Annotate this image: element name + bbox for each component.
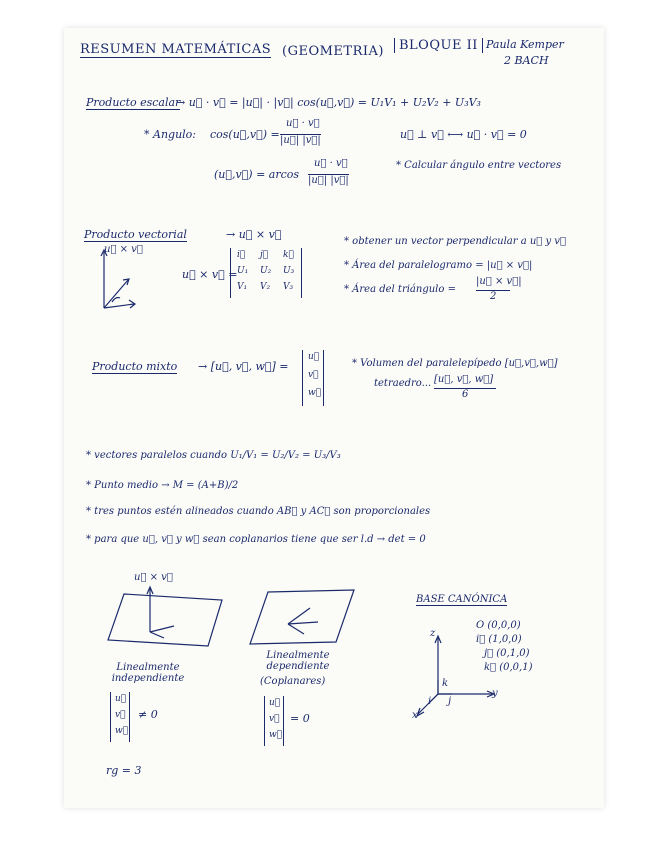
det-cell: V₃: [283, 282, 294, 292]
triangle-numerator: |u⃗ × v⃗|: [476, 276, 522, 287]
cross-product-diagram-label: u⃗ × v⃗: [104, 244, 143, 255]
dependent-subcaption: (Coplanares): [260, 676, 326, 687]
axis-z-label: z: [430, 628, 436, 639]
page-subtitle: (GEOMETRIA): [282, 44, 384, 59]
vectorial-note-area-par: * Área del paralelogramo = |u⃗ × v⃗|: [344, 260, 533, 271]
base-title: BASE CANÓNICA: [416, 594, 508, 605]
vectorial-determinant: [230, 248, 302, 298]
angle-denominator: |u⃗| |v⃗|: [280, 135, 321, 146]
cross-product-diagram: [98, 246, 158, 316]
independent-caption: Linealmente independiente: [111, 662, 185, 684]
axis-x-label: x: [412, 710, 418, 721]
volume-note: * Volumen del paralelepípedo [u⃗,v⃗,w⃗]: [352, 358, 558, 369]
base-item-j: j⃗ (0,1,0): [484, 648, 530, 659]
fact-midpoint: * Punto medio → M = (A+B)/2: [86, 480, 239, 491]
course-label: 2 BACH: [504, 54, 549, 67]
det-cell: u⃗: [115, 694, 127, 704]
dependent-determinant: [264, 696, 284, 746]
mixto-determinant: [302, 350, 324, 406]
dependent-relation: = 0: [290, 712, 310, 725]
dependent-plane-diagram: [248, 588, 358, 648]
tetra-label: tetraedro...: [374, 378, 432, 389]
angle-label: * Angulo:: [144, 128, 196, 141]
page-title: RESUMEN MATEMÁTICAS: [80, 42, 272, 57]
dependent-caption: Linealmente dependiente: [266, 650, 330, 672]
block-label: BLOQUE II: [394, 38, 483, 53]
fact-parallel: * vectores paralelos cuando U₁/V₁ = U₂/V₂ = U₃/V₃: [86, 450, 341, 461]
arccos-denominator: |u⃗| |v⃗|: [308, 175, 349, 186]
escalar-formula: → u⃗ · v⃗ = |u⃗| · |v⃗| cos(u⃗,v⃗) = U₁V₁ + U₂V₂ + U₃V₃: [176, 96, 481, 109]
det-cell: v⃗: [308, 370, 319, 380]
perpendicular-rule: u⃗ ⊥ v⃗ ⟷ u⃗ · v⃗ = 0: [400, 128, 527, 141]
det-cell: u⃗: [269, 698, 281, 708]
independent-plane-diagram: [102, 588, 232, 658]
canonical-axes-diagram: [416, 632, 496, 722]
base-item-origin: O (0,0,0): [476, 620, 521, 631]
escalar-heading: Producto escalar: [86, 96, 181, 109]
vector-k-label: k: [442, 678, 449, 689]
det-cell: u⃗: [308, 352, 320, 362]
axis-y-label: y: [492, 688, 498, 699]
tetra-numerator: [u⃗, v⃗, w⃗]: [434, 374, 494, 385]
det-cell: V₁: [237, 282, 248, 292]
fact-coplanar: * para que u⃗, v⃗ y w⃗ sean coplanarios tiene que ser l.d → det = 0: [86, 534, 426, 545]
independent-vector-label: u⃗ × v⃗: [134, 572, 173, 583]
angle-numerator: u⃗ · v⃗: [286, 118, 320, 129]
triangle-denominator: 2: [476, 290, 510, 302]
vector-j-label: j: [448, 696, 452, 707]
det-cell: U₁: [237, 266, 249, 276]
vector-i-label: i: [428, 696, 432, 707]
vectorial-lhs: u⃗ × v⃗ =: [182, 268, 238, 281]
notebook-page: [64, 28, 604, 808]
independent-determinant: [110, 692, 130, 742]
base-item-k: k⃗ (0,0,1): [484, 662, 533, 673]
tetra-denominator: 6: [434, 388, 496, 400]
det-cell: U₃: [283, 266, 295, 276]
det-cell: w⃗: [115, 726, 129, 736]
vectorial-heading: Producto vectorial: [84, 228, 187, 241]
author-name: Paula Kemper: [486, 38, 564, 51]
det-cell: v⃗: [269, 714, 280, 724]
rank-label: rg = 3: [106, 764, 142, 777]
vectorial-formula: → u⃗ × v⃗: [226, 228, 282, 241]
angle-note: * Calcular ángulo entre vectores: [396, 160, 562, 171]
det-cell: v⃗: [115, 710, 126, 720]
det-cell: j⃗: [260, 250, 269, 260]
det-cell: k⃗: [283, 250, 294, 260]
det-cell: w⃗: [269, 730, 283, 740]
mixto-heading: Producto mixto: [92, 360, 178, 373]
det-cell: i⃗: [237, 250, 246, 260]
arccos-numerator: u⃗ · v⃗: [314, 158, 348, 169]
vectorial-note-area-tri: * Área del triángulo =: [344, 284, 456, 295]
fact-aligned: * tres puntos estén alineados cuando AB⃗ y AC⃗ son proporcionales: [86, 506, 431, 517]
det-cell: V₂: [260, 282, 271, 292]
angle-formula: cos(u⃗,v⃗) =: [210, 128, 280, 141]
base-item-i: i⃗ (1,0,0): [476, 634, 522, 645]
det-cell: U₂: [260, 266, 272, 276]
arccos-lhs: (u⃗,v⃗) = arcos: [214, 168, 300, 181]
mixto-formula: → [u⃗, v⃗, w⃗] =: [198, 360, 289, 373]
det-cell: w⃗: [308, 388, 322, 398]
independent-relation: ≠ 0: [138, 708, 158, 721]
vectorial-note-perp: * obtener un vector perpendicular a u⃗ y v⃗: [344, 236, 566, 247]
